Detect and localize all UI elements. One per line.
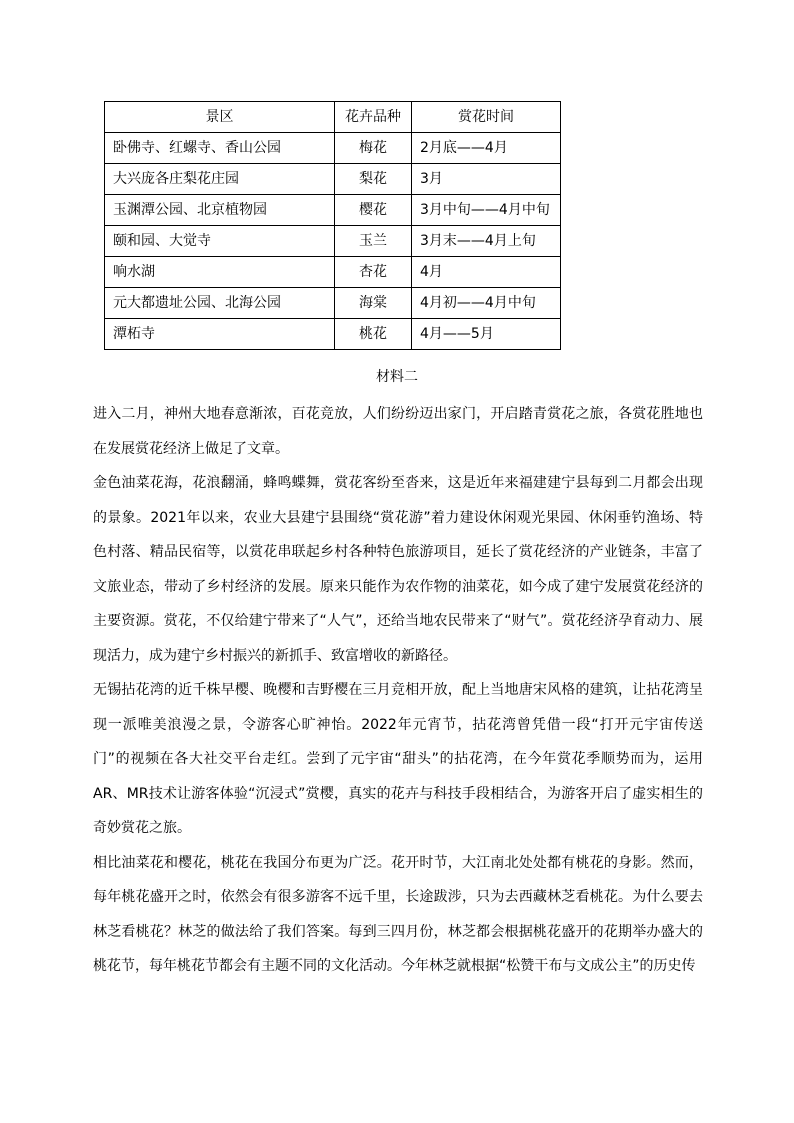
table-body [105,133,561,350]
cell-viewing-time: 3月末——4月上旬 [412,226,561,257]
cell-flower-variety: 杏花 [335,257,412,288]
cell-viewing-time: 3月中旬——4月中旬 [412,195,561,226]
paragraph: 相比油菜花和樱花，桃花在我国分布更为广泛。花开时节，大江南北处处都有桃花的身影。然而，每年桃花盛开之时，依然会有很多游客不远千里，长途跋涉，只为去西藏林芝看桃花。为什么要去林芝看桃花？林芝的做法给了我们答案。每到三四月份，林芝都会根据桃花盛开的花期举办盛大的桃花节，每年桃花节都会有主题不同的文化活动。今年林芝就根据“松赞干布与文成公主”的历史传 [93,854,703,974]
material-two-caption: 材料二 [376,369,418,385]
cell-viewing-time: 4月初——4月中旬 [412,288,561,319]
cell-scenic-spot: 大兴庞各庄梨花庄园 [105,164,335,195]
cell-viewing-time: 4月——5月 [412,319,561,350]
header-viewing-time: 赏花时间 [412,102,561,133]
cell-flower-variety: 梨花 [335,164,412,195]
cell-flower-variety: 梅花 [335,133,412,164]
table-header-row [105,102,561,133]
cell-flower-variety: 玉兰 [335,226,412,257]
header-scenic-spot: 景区 [105,102,335,133]
cell-scenic-spot: 颐和园、大觉寺 [105,226,335,257]
cell-viewing-time: 2月底——4月 [412,133,561,164]
cell-scenic-spot: 卧佛寺、红螺寺、香山公园 [105,133,335,164]
table-row [105,319,561,350]
table-row [105,257,561,288]
header-flower-variety: 花卉品种 [335,102,412,133]
cell-scenic-spot: 玉渊潭公园、北京植物园 [105,195,335,226]
cell-viewing-time: 3月 [412,164,561,195]
flower-viewing-table [104,101,561,350]
table-row [105,195,561,226]
paragraph: 无锡拈花湾的近千株早樱、晚樱和吉野樱在三月竞相开放，配上当地唐宋风格的建筑，让拈花湾呈现一派唯美浪漫之景，令游客心旷神怡。2022年元宵节，拈花湾曾凭借一段“打开元宇宙传送门”的视频在各大社交平台走红。尝到了元宇宙“甜头”的拈花湾，在今年赏花季顺势而为，运用AR、MR技术让游客体验“沉浸式”赏樱，真实的花卉与科技手段相结合，为游客开启了虚实相生的奇妙赏花之旅。 [93,682,703,836]
cell-scenic-spot: 元大都遗址公园、北海公园 [105,288,335,319]
table-row [105,226,561,257]
cell-scenic-spot: 潭柘寺 [105,319,335,350]
paragraph: 金色油菜花海，花浪翻涌，蜂鸣蝶舞，赏花客纷至沓来，这是近年来福建建宁县每到二月都会出现的景象。2021年以来，农业大县建宁县围绕“赏花游”着力建设休闲观光果园、休闲垂钓渔场、特色村落、精品民宿等，以赏花串联起乡村各种特色旅游项目，延长了赏花经济的产业链条，丰富了文旅业态，带动了乡村经济的发展。原来只能作为农作物的油菜花，如今成了建宁发展赏花经济的主要资源。赏花，不仅给建宁带来了“人气”，还给当地农民带来了“财气”。赏花经济孕育动力、展现活力，成为建宁乡村振兴的新抓手、致富增收的新路径。 [93,475,703,664]
cell-viewing-time: 4月 [412,257,561,288]
cell-flower-variety: 樱花 [335,195,412,226]
cell-flower-variety: 桃花 [335,319,412,350]
cell-scenic-spot: 响水湖 [105,257,335,288]
article-body [93,397,703,984]
table-row [105,164,561,195]
cell-flower-variety: 海棠 [335,288,412,319]
table-row [105,288,561,319]
table-row [105,133,561,164]
table-header [105,102,561,133]
paragraph: 进入二月，神州大地春意渐浓，百花竞放，人们纷纷迈出家门，开启踏青赏花之旅，各赏花胜地也在发展赏花经济上做足了文章。 [93,406,703,457]
